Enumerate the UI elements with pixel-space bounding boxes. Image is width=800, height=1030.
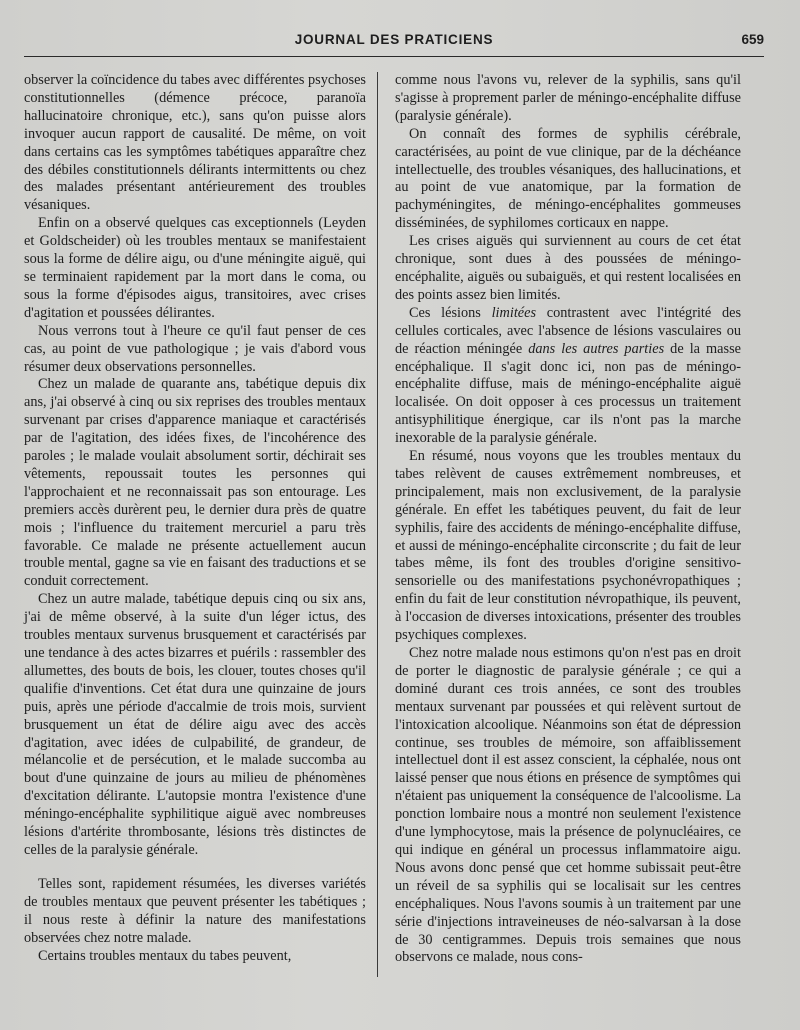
paragraph <box>395 305 741 448</box>
right-column <box>395 72 741 967</box>
text-run: contrastent avec l'intégrité des cellules corticales, avec l'absence de lésions vasculaires ou de réaction méningée <box>395 304 742 357</box>
paragraph: Certains troubles mentaux du tabes peuvent, <box>38 947 292 964</box>
paragraph: Nous verrons tout à l'heure ce qu'il faut penser de ces cas, au point de vue pathologique ; je vais d'abord vous résumer deux observations personnelles. <box>24 322 366 375</box>
text-run: Ces lésions <box>409 304 492 321</box>
italic-text: limitées <box>491 304 537 321</box>
paragraph: Les crises aiguës qui surviennent au cours de cet état chronique, sont dues à des poussées de méningo-encéphalite, aiguës ou subaiguës, et qui restent localisées en des points assez bien limités. <box>395 233 741 303</box>
text-run: de la masse encéphalique. Il s'agit donc ici, non pas de méningo-encéphalite diffuse, mais de méningo-encéphalite aiguë localisée. On doit opposer à ces processus un traitement antisyphilitique énergique, car ils n'ont pas la marche inexorable de la paralysie générale. <box>395 340 741 447</box>
column-divider <box>377 72 378 977</box>
left-column <box>24 72 366 965</box>
paragraph: En résumé, nous voyons que les troubles mentaux du tabes relèvent de causes extrêmement nombreuses, et principalement, mais non exclusivement, de la paralysie générale. En effet les tabétiques peuvent, du fait de leur syphilis, faire des accidents de méningo-encéphalite diffuse, et aussi de méningo-encéphalite circonscrite ; du fait de leur tabes même, ils font des troubles d'origine sensitivo-sensorielle ou des manifestations psychonévropathiques ; enfin du fait de leur constitution névropathique, ils peuvent, à l'occasion de diverses intoxications, présenter des troubles psychiques complexes. <box>395 448 741 644</box>
paragraph: Chez notre malade nous estimons qu'on n'est pas en droit de porter le diagnostic de paralysie générale ; ce qui a dominé durant ces trois années, ce sont des troubles mentaux survenant par poussées et qui relèvent surtout de l'intoxication alcoolique. Néanmoins son état de dépression continue, ses troubles de mémoire, son affaiblissement intellectuel dont il est assez conscient, la céphalée, nous ont laissé penser que nous étions en présence de symptômes qui n'étaient pas uniquement la conséquence de l'alcoolisme. La ponction lombaire nous a montré non seulement l'existence d'une lymphocytose, mais la présence de polynucléaires, ce qui indique en général un processus inflammatoire aigu. Nous avons donc pensé que cet homme subissait peut-être un réveil de sa syphilis qui se localisait sur les centres encéphaliques. Nous l'avons soumis à un traitement par une série d'injections intraveineuses de néo-salvarsan à la dose de 30 centigrammes. Depuis trois semaines que nous observons ce malade, nous cons- <box>395 645 741 966</box>
running-title: JOURNAL DES PRATICIENS <box>294 32 494 47</box>
paragraph: comme nous l'avons vu, relever de la syphilis, sans qu'il s'agisse à proprement parler de méningo-encéphalite diffuse (paralysie générale). <box>395 72 741 124</box>
paragraph: observer la coïncidence du tabes avec différentes psychoses constitutionnelles (démence précoce, paranoïa hallucinatoire chronique, etc.), sans qu'on puisse alors invoquer aucun rapport de causalité. De même, on voit dans certains cas les symptômes tabétiques apparaître chez des débiles constitutionnels délirants intermittents ou chez des malades présentant antérieurement des troubles vésaniques. <box>24 72 366 214</box>
italic-text: dans les autres parties <box>528 340 665 357</box>
paragraph: Telles sont, rapidement résumées, les diverses variétés de troubles mentaux que peuvent présenter les tabétiques ; il nous reste à définir la nature des manifestations observées chez notre malade. <box>24 875 366 946</box>
page-header <box>24 30 764 57</box>
paragraph: Chez un autre malade, tabétique depuis cinq ou six ans, j'ai de même observé, à la suite d'un léger ictus, des troubles mentaux survenus brusquement et caractérisés par une tendance à des actes bizarres et puérils : rassembler des allumettes, des bouts de bois, les clouer, toutes choses qu'il qualifie d'inventions. Cet état dura une quinzaine de jours puis, après une période d'accalmie de trois mois, survient brusquement un état de délire aigu avec des accès d'agitation, avec idées de culpabilité, de grandeur, de mélancolie et de persécution, et le malade succomba au bout d'une quinzaine de jours au milieu de phénomènes d'excitation délirante. L'autopsie montra l'existence d'une méningo-encéphalite syphilitique aiguë avec nombreuses lésions d'artérite thrombosante, lésions très distinctes de celles de la paralysie générale. <box>24 591 366 858</box>
page-number: 659 <box>741 32 764 47</box>
paragraph: Chez un malade de quarante ans, tabétique depuis dix ans, j'ai observé à cinq ou six reprises des troubles mentaux survenant par crises d'apparence maniaque et caractérisés par de l'agitation, des idées fixes, de l'incohérence des paroles ; le malade voulait absolument sortir, déchirait ses vêtements, repoussait toutes les personnes qui l'approchaient et ne reconnaissait pas son entourage. Les premiers accès durèrent peu, le dernier dura près de quatre mois ; l'influence du traitement mercuriel a paru très favorable. Ce malade ne présente actuellement aucun trouble mental, gagne sa vie en faisant des traductions et se conduit correctement. <box>24 376 366 590</box>
paragraph: On connaît des formes de syphilis cérébrale, caractérisées, au point de vue clinique, par de la déchéance intellectuelle, des troubles vésaniques, des hallucinations, et au point de vue anatomique, par la formation de pachyméningites, de méningo-encéphalites gommeuses disséminées, de syphilomes corticaux en nappe. <box>395 125 741 232</box>
paragraph: Enfin on a observé quelques cas exceptionnels (Leyden et Goldscheider) où les troubles mentaux se manifestaient sous la forme de délire aigu, ou d'une méningite aiguë, qui se terminaient rapidement par la mort dans le coma, ou sous la forme d'épisodes aigus, transitoires, avec crises d'agitation et poussées délirantes. <box>24 215 366 321</box>
